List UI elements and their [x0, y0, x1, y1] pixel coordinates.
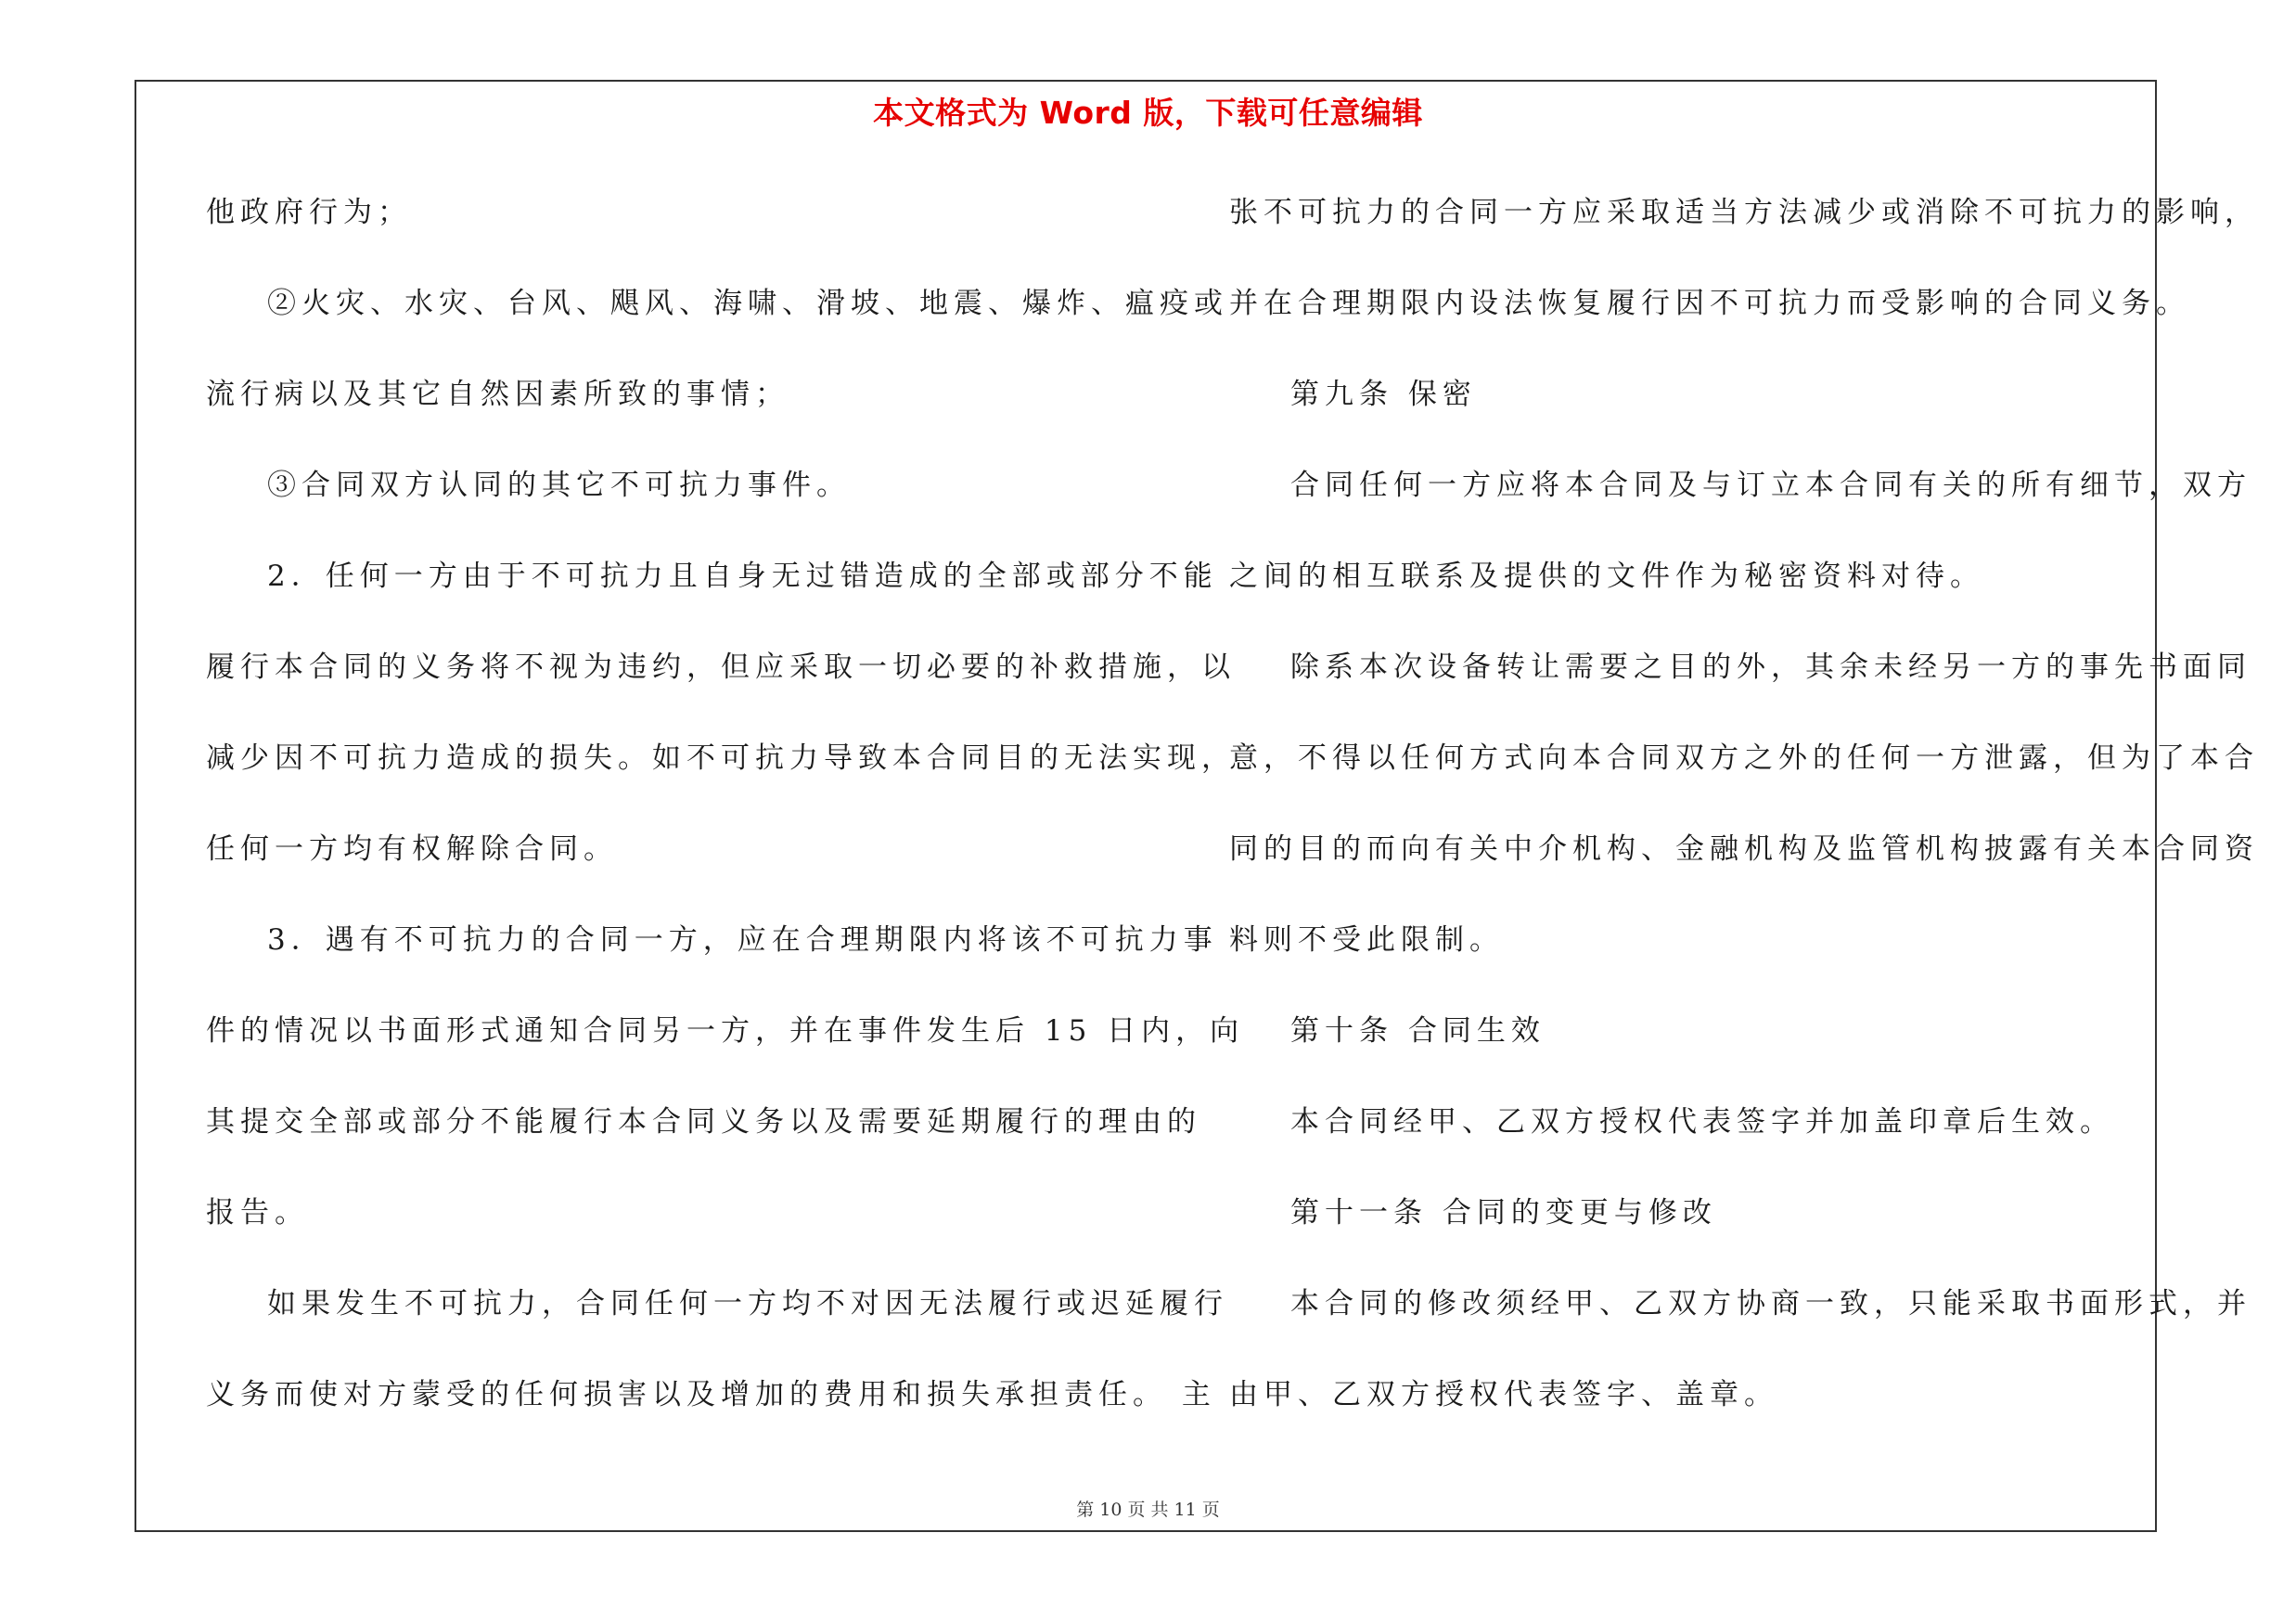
- text-line: 除系本次设备转让需要之目的外，其余未经另一方的事先书面同: [1290, 650, 2251, 684]
- text-line: 如果发生不可抗力，合同任何一方均不对因无法履行或迟延履行: [267, 1287, 1228, 1320]
- text-line: 减少因不可抗力造成的损失。如不可抗力导致本合同目的无法实现，: [206, 741, 1236, 775]
- text-line: 本合同的修改须经甲、乙双方协商一致，只能采取书面形式，并: [1290, 1287, 2251, 1320]
- text-line: 合同任何一方应将本合同及与订立本合同有关的所有细节，双方: [1290, 469, 2251, 502]
- text-line: 他政府行为；: [206, 196, 412, 229]
- text-line: 义务而使对方蒙受的任何损害以及增加的费用和损失承担责任。 主: [206, 1378, 1216, 1411]
- text-line: 同的目的而向有关中介机构、金融机构及监管机构披露有关本合同资: [1229, 832, 2259, 866]
- text-line: 本合同经甲、乙双方授权代表签字并加盖印章后生效。: [1290, 1105, 2114, 1139]
- text-line: 由甲、乙双方授权代表签字、盖章。: [1229, 1378, 1778, 1411]
- section-heading: 第十条 合同生效: [1290, 1014, 1546, 1048]
- section-heading: 第十一条 合同的变更与修改: [1290, 1196, 1717, 1230]
- text-line: 履行本合同的义务将不视为违约，但应采取一切必要的补救措施，以: [206, 650, 1236, 684]
- left-text-column: [206, 184, 1245, 1457]
- text-line: 料则不受此限制。: [1229, 923, 1504, 957]
- text-line: ③合同双方认同的其它不可抗力事件。: [267, 469, 851, 502]
- text-line: 之间的相互联系及提供的文件作为秘密资料对待。: [1229, 560, 1984, 593]
- right-text-column: [1229, 184, 2259, 1457]
- text-line: 3．遇有不可抗力的合同一方，应在合理期限内将该不可抗力事: [267, 923, 1218, 957]
- text-line: 其提交全部或部分不能履行本合同义务以及需要延期履行的理由的: [206, 1105, 1201, 1139]
- text-line: 流行病以及其它自然因素所致的事情；: [206, 378, 789, 411]
- text-line: 意，不得以任何方式向本合同双方之外的任何一方泄露，但为了本合: [1229, 741, 2259, 775]
- text-line: 并在合理期限内设法恢复履行因不可抗力而受影响的合同义务。: [1229, 287, 2190, 320]
- text-line: 任何一方均有权解除合同。: [206, 832, 618, 866]
- text-line: 2．任何一方由于不可抗力且自身无过错造成的全部或部分不能: [267, 560, 1218, 593]
- text-line: ②火灾、水灾、台风、飓风、海啸、滑坡、地震、爆炸、瘟疫或: [267, 287, 1228, 320]
- section-heading: 第九条 保密: [1290, 378, 1477, 411]
- page-number: 第 10 页 共 11 页: [1076, 1500, 1220, 1520]
- text-line: 件的情况以书面形式通知合同另一方，并在事件发生后 15 日内，向: [206, 1014, 1245, 1048]
- format-notice-banner: 本文格式为 Word 版，下载可任意编辑: [873, 95, 1423, 131]
- text-line: 张不可抗力的合同一方应采取适当方法减少或消除不可抗力的影响，: [1229, 196, 2259, 229]
- text-line: 报告。: [206, 1196, 309, 1230]
